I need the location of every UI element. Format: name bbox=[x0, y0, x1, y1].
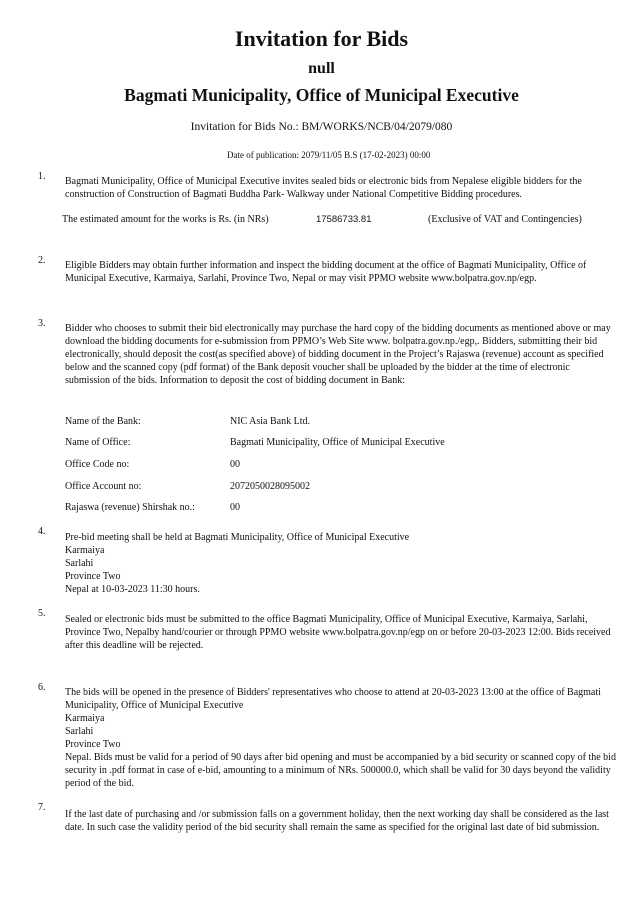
office-code-label: Office Code no: bbox=[65, 459, 130, 470]
shirshak-label: Rajaswa (revenue) Shirshak no.: bbox=[65, 502, 195, 513]
document-subtitle: null bbox=[308, 60, 335, 77]
office-code-value: 00 bbox=[230, 459, 240, 470]
publication-date: Date of publication: 2079/11/05 B.S (17-02-2023) 00:00 bbox=[227, 150, 431, 160]
prebid-line: Sarlahi bbox=[65, 558, 94, 569]
office-account-label: Office Account no: bbox=[65, 481, 142, 492]
section-number: 3. bbox=[38, 318, 46, 329]
opening-line: Nepal. Bids must be valid for a period of 90 days after bid opening and must be accompanied by a bid security or scanned copy of the bid security in .pdf format in case of e-bid, amounting to a minimum of NRs. 500000.0, which shall be valid for 30 days beyond the validity period of the bid. bbox=[65, 752, 616, 789]
section-7-text: If the last date of purchasing and /or submission falls on a government holiday, then the next working day shall be considered as the last date. In such case the validity period of the bid security shall remain the same as specified for the original last date of bid submission. bbox=[65, 809, 609, 833]
office-name-value: Bagmati Municipality, Office of Municipal Executive bbox=[230, 437, 445, 448]
prebid-line: Province Two bbox=[65, 571, 121, 582]
opening-line: Province Two bbox=[65, 739, 121, 750]
section-number: 1. bbox=[38, 171, 46, 182]
section-number: 4. bbox=[38, 526, 46, 537]
office-name-label: Name of Office: bbox=[65, 437, 131, 448]
prebid-line: Karmaiya bbox=[65, 545, 105, 556]
section-number: 7. bbox=[38, 802, 46, 813]
section-4-text bbox=[65, 531, 617, 596]
bank-name-value: NIC Asia Bank Ltd. bbox=[230, 416, 310, 427]
prebid-line: Nepal at 10-03-2023 11:30 hours. bbox=[65, 584, 200, 595]
section-2-text: Eligible Bidders may obtain further information and inspect the bidding document at the office of Bagmati Municipality, Office of Municipal Executive, Karmaiya, Sarlahi, Province Two, Nepal or may visit PPMO website www.bolpatra.gov.np/egp. bbox=[65, 260, 587, 284]
estimate-note: (Exclusive of VAT and Contingencies) bbox=[428, 214, 582, 225]
document-title: Invitation for Bids bbox=[234, 26, 409, 51]
estimate-value: 17586733.81 bbox=[316, 214, 372, 225]
ifb-number: Invitation for Bids No.: BM/WORKS/NCB/04/2079/080 bbox=[190, 121, 453, 133]
section-number: 2. bbox=[38, 255, 46, 266]
section-6-text bbox=[65, 686, 617, 790]
opening-line: Sarlahi bbox=[65, 726, 94, 737]
opening-line: Karmaiya bbox=[65, 713, 105, 724]
estimate-label: The estimated amount for the works is Rs. (in NRs) bbox=[62, 214, 269, 225]
shirshak-value: 00 bbox=[230, 502, 240, 513]
section-number: 6. bbox=[38, 682, 46, 693]
bank-name-label: Name of the Bank: bbox=[65, 416, 141, 427]
section-5-text: Sealed or electronic bids must be submitted to the office Bagmati Municipality, Office of Municipal Executive, Karmaiya, Sarlahi, Province Two, Nepalby hand/courier or through PPMO website www.bolpatra.gov.np/egp on or before 20-03-2023 12:00. Bids received after this deadline will be rejected. bbox=[65, 614, 611, 651]
organization-name: Bagmati Municipality, Office of Municipal Executive bbox=[124, 85, 519, 105]
section-number: 5. bbox=[38, 608, 46, 619]
section-1-text: Bagmati Municipality, Office of Municipal Executive invites sealed bids or electronic bids from Nepalese eligible bidders for the construction of Construction of Bagmati Buddha Park- Walkway under National Competitive Bidding procedures. bbox=[65, 176, 582, 200]
office-account-value: 2072050028095002 bbox=[230, 481, 310, 492]
prebid-line: Pre-bid meeting shall be held at Bagmati Municipality, Office of Municipal Executive bbox=[65, 532, 410, 543]
opening-line: The bids will be opened in the presence of Bidders' representatives who choose to attend at 20-03-2023 13:00 at the office of Bagmati Municipality, Office of Municipal Executive bbox=[65, 687, 601, 711]
section-3-text: Bidder who chooses to submit their bid electronically may purchase the hard copy of the bidding documents as mentioned above or may download the bidding documents for e-submission from PPMO’s Web Site www. bolpatra.gov.np./egp,. Bidders, submitting their bid electronically, should deposit the cost(as specified above) of bidding document in the Project’s Rajaswa (revenue) account as specified below and the scanned copy (pdf format) of the Bank deposit voucher shall be uploaded by the bidder at the time of electronic submission of the bids. Information to deposit the cost of bidding document in Bank: bbox=[65, 323, 611, 386]
